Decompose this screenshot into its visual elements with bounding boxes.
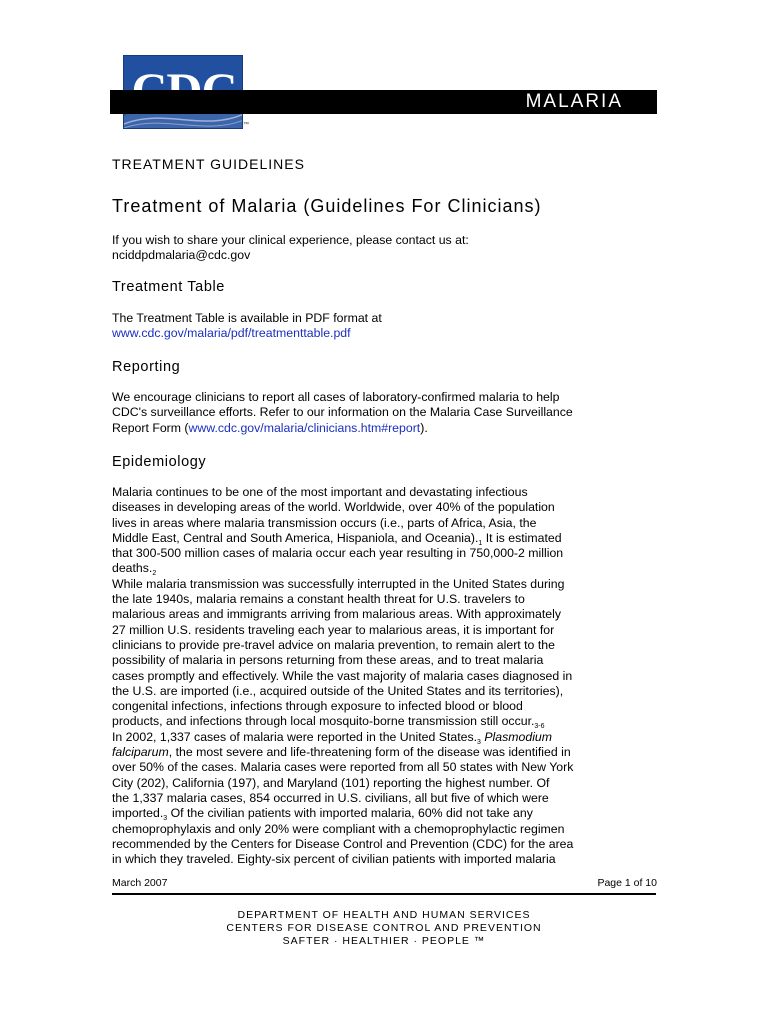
epi-text: Middle East, Central and South America, Hispaniola, and Oceania). bbox=[112, 530, 479, 545]
reference-marker: 3-6 bbox=[534, 723, 545, 731]
footer-rule bbox=[112, 893, 656, 895]
epi-text: , the most severe and life-threatening form of the disease was identified in bbox=[168, 745, 571, 760]
epi-line bbox=[112, 806, 658, 821]
epi-line: 27 million U.S. residents traveling each year to malarious areas, it is important for bbox=[112, 622, 555, 637]
treatment-table-link[interactable]: www.cdc.gov/malaria/pdf/treatmenttable.pdf bbox=[112, 326, 351, 341]
header-banner bbox=[110, 90, 657, 114]
epi-line: over 50% of the cases. Malaria cases were reported from all 50 states with New York bbox=[112, 760, 574, 775]
epi-line bbox=[112, 561, 658, 576]
reference-marker: 1 bbox=[478, 539, 483, 547]
epi-line: Malaria continues to be one of the most important and devastating infectious bbox=[112, 485, 528, 499]
epi-line: possibility of malaria in persons returning from these areas, and to treat malaria bbox=[112, 653, 544, 668]
agency-line: DEPARTMENT OF HEALTH AND HUMAN SERVICES bbox=[237, 909, 531, 921]
epi-line bbox=[112, 730, 658, 745]
epi-line bbox=[112, 531, 658, 546]
epi-text: imported. bbox=[112, 806, 164, 821]
reporting-paragraph bbox=[112, 390, 658, 436]
logo-trademark: ™ bbox=[243, 122, 249, 128]
treatment-table-paragraph bbox=[112, 311, 658, 342]
epi-text: It is estimated bbox=[485, 530, 562, 545]
epi-line: malarious areas and immigrants arriving from malarious areas. With approximately bbox=[112, 607, 561, 622]
epi-line: diseases in developing areas of the world. Worldwide, over 40% of the population bbox=[112, 500, 555, 515]
epi-line: recommended by the Centers for Disease Control and Prevention (CDC) for the area bbox=[112, 836, 574, 851]
epi-text: In 2002, 1,337 cases of malaria were reported in the United States. bbox=[112, 729, 478, 744]
reporting-line-text: ). bbox=[420, 420, 428, 435]
epidemiology-heading: Epidemiology bbox=[112, 454, 207, 470]
epi-line bbox=[112, 745, 658, 760]
epi-italic-text: Plasmodium bbox=[484, 729, 553, 744]
epi-line: lives in areas where malaria transmission occurs (i.e., parts of Africa, Asia, the bbox=[112, 515, 537, 530]
epi-line: While malaria transmission was successfully interrupted in the United States during bbox=[112, 576, 565, 591]
reporting-line-text: Report Form ( bbox=[112, 420, 189, 435]
reporting-line bbox=[112, 421, 658, 436]
epi-line: the 1,337 malaria cases, 854 occurred in U.S. civilians, all but five of which were bbox=[112, 790, 549, 805]
contact-paragraph bbox=[112, 233, 658, 264]
epi-line: clinicians to provide pre-travel advice on malaria prevention, to remain alert to the bbox=[112, 637, 555, 652]
footer-date: March 2007 bbox=[112, 877, 168, 889]
reference-marker: 2 bbox=[152, 570, 157, 578]
reporting-line: CDC's surveillance efforts. Refer to our information on the Malaria Case Surveillance bbox=[112, 405, 573, 420]
epi-text: deaths. bbox=[112, 561, 153, 576]
epi-line: the U.S. are imported (i.e., acquired outside of the United States and its territories), bbox=[112, 683, 564, 698]
epi-line: chemoprophylaxis and only 20% were compliant with a chemoprophylactic regimen bbox=[112, 821, 565, 836]
epi-line: in which they traveled. Eighty-six percent of civilian patients with imported malaria bbox=[112, 852, 556, 867]
epi-line: cases promptly and effectively. While the vast majority of malaria cases diagnosed in bbox=[112, 668, 573, 683]
epi-line: the late 1940s, malaria remains a constant health threat for U.S. travelers to bbox=[112, 592, 525, 607]
epi-text: products, and infections through local mosquito-borne transmission still occur. bbox=[112, 714, 535, 729]
reference-marker: 3 bbox=[163, 815, 168, 823]
section-kicker: TREATMENT GUIDELINES bbox=[112, 156, 305, 172]
epi-line: City (202), California (197), and Maryland (101) reporting the highest number. Of bbox=[112, 775, 550, 790]
contact-line: If you wish to share your clinical experience, please contact us at: bbox=[112, 233, 469, 247]
agency-tagline: SAFTER · HEALTHIER · PEOPLE ™ bbox=[282, 935, 486, 947]
reporting-heading: Reporting bbox=[112, 359, 181, 375]
epi-line: that 300-500 million cases of malaria occur each year resulting in 750,000-2 million bbox=[112, 546, 564, 561]
contact-email: nciddpdmalaria@cdc.gov bbox=[112, 248, 251, 263]
treatment-table-heading: Treatment Table bbox=[112, 279, 225, 295]
page-title: Treatment of Malaria (Guidelines For Clinicians) bbox=[112, 196, 542, 216]
epi-italic-text: falciparum bbox=[112, 745, 169, 760]
epi-line: congenital infections, infections through exposure to infected blood or blood bbox=[112, 699, 523, 714]
epi-text: Of the civilian patients with imported malaria, 60% did not take any bbox=[170, 806, 533, 821]
agency-line: CENTERS FOR DISEASE CONTROL AND PREVENTION bbox=[226, 922, 542, 934]
treatment-table-line: The Treatment Table is available in PDF format at bbox=[112, 311, 382, 325]
clinicians-link[interactable]: www.cdc.gov/malaria/clinicians.htm#report bbox=[188, 420, 421, 435]
reference-marker: 3 bbox=[477, 738, 481, 746]
epidemiology-paragraph bbox=[112, 485, 658, 867]
agency-block bbox=[112, 909, 656, 948]
banner-title: MALARIA bbox=[525, 91, 623, 112]
reporting-line: We encourage clinicians to report all cases of laboratory-confirmed malaria to help bbox=[112, 390, 560, 404]
epi-line bbox=[112, 714, 658, 729]
footer-page-number: Page 1 of 10 bbox=[597, 877, 657, 889]
